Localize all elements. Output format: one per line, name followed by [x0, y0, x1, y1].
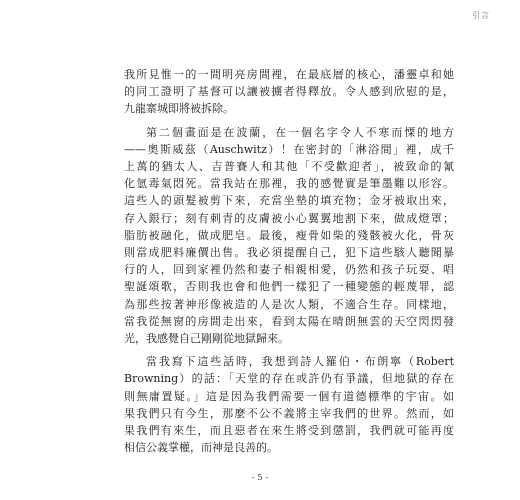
text-line: 光，我感覺自己剛剛從地獄歸來。: [124, 332, 289, 346]
text-line: 行的人，回到家裡仍然和妻子相親相愛，仍然和孩子玩耍、唱: [124, 263, 454, 277]
running-header: 引言: [472, 11, 490, 20]
text-line: 第二個畫面是在波蘭，在一個名字令人不寒而慄的地方: [146, 125, 454, 139]
page-number: - 5 -: [251, 473, 269, 483]
text-line: 相信公義掌權，而神是良善的。: [124, 441, 278, 455]
text-line: 上萬的猶太人、吉普賽人和其他「不受歡迎者」，被致命的氰: [124, 160, 454, 174]
text-line: 則無庸置疑。」這是因為我們需要一個有道德標準的宇宙。如: [124, 389, 454, 403]
text-line: 九龍寨城即將被拆除。: [124, 102, 234, 116]
text-line: 則當成肥料廉價出售。我必須提醒自己，犯下這些駭人聽聞暴: [124, 246, 454, 260]
text-line: 我所見惟一的一間明亮房間裡，在最底層的核心，潘靈卓和她: [124, 68, 454, 81]
text-line: 當我寫下這些話時，我想到詩人羅伯・布朗寧（Robert: [146, 355, 454, 369]
text-line: 果我們有來生，而且惡者在來生將受到懲罰，我們就可能再度: [124, 424, 454, 438]
text-line: 果我們只有今生，那麼不公不義將主宰我們的世界。然而，如: [124, 406, 454, 420]
body-text: [124, 66, 454, 456]
text-line: 當我從無窗的房間走出來，看到太陽在晴朗無雲的天空閃閃發: [124, 314, 454, 328]
paragraph: [124, 66, 454, 118]
text-line: 脂肪被融化，做成肥皂。最後，瘦骨如柴的殘骸被火化，骨灰: [124, 228, 454, 242]
text-line: 為那些按著神形像被造的人是次人類，不適合生存。同樣地，: [124, 297, 454, 311]
text-line: Browning）的話：「天堂的存在或許仍有爭議，但地獄的存在: [124, 372, 454, 386]
text-line: 聖誕頌歌，否則我也會和他們一樣犯了一種變態的輕蔑罪，認: [124, 280, 454, 294]
text-line: ——奧斯威茲（Auschwitz）！在密封的「淋浴間」裡，成千: [124, 142, 454, 156]
text-line: 這些人的頭髮被剪下來，充當坐墊的填充物；金牙被取出來，: [124, 194, 454, 208]
text-line: 的同工證明了基督可以讓被擄者得釋放。令人感到欣慰的是，: [124, 85, 454, 99]
paragraph: [124, 353, 454, 456]
text-line: 化氫毒氣悶死。當我站在那裡，我的感覺實是筆墨難以形容。: [124, 177, 454, 191]
text-line: 存入銀行；刻有刺青的皮膚被小心翼翼地割下來，做成燈罩；: [124, 211, 454, 225]
paragraph: [124, 124, 454, 348]
